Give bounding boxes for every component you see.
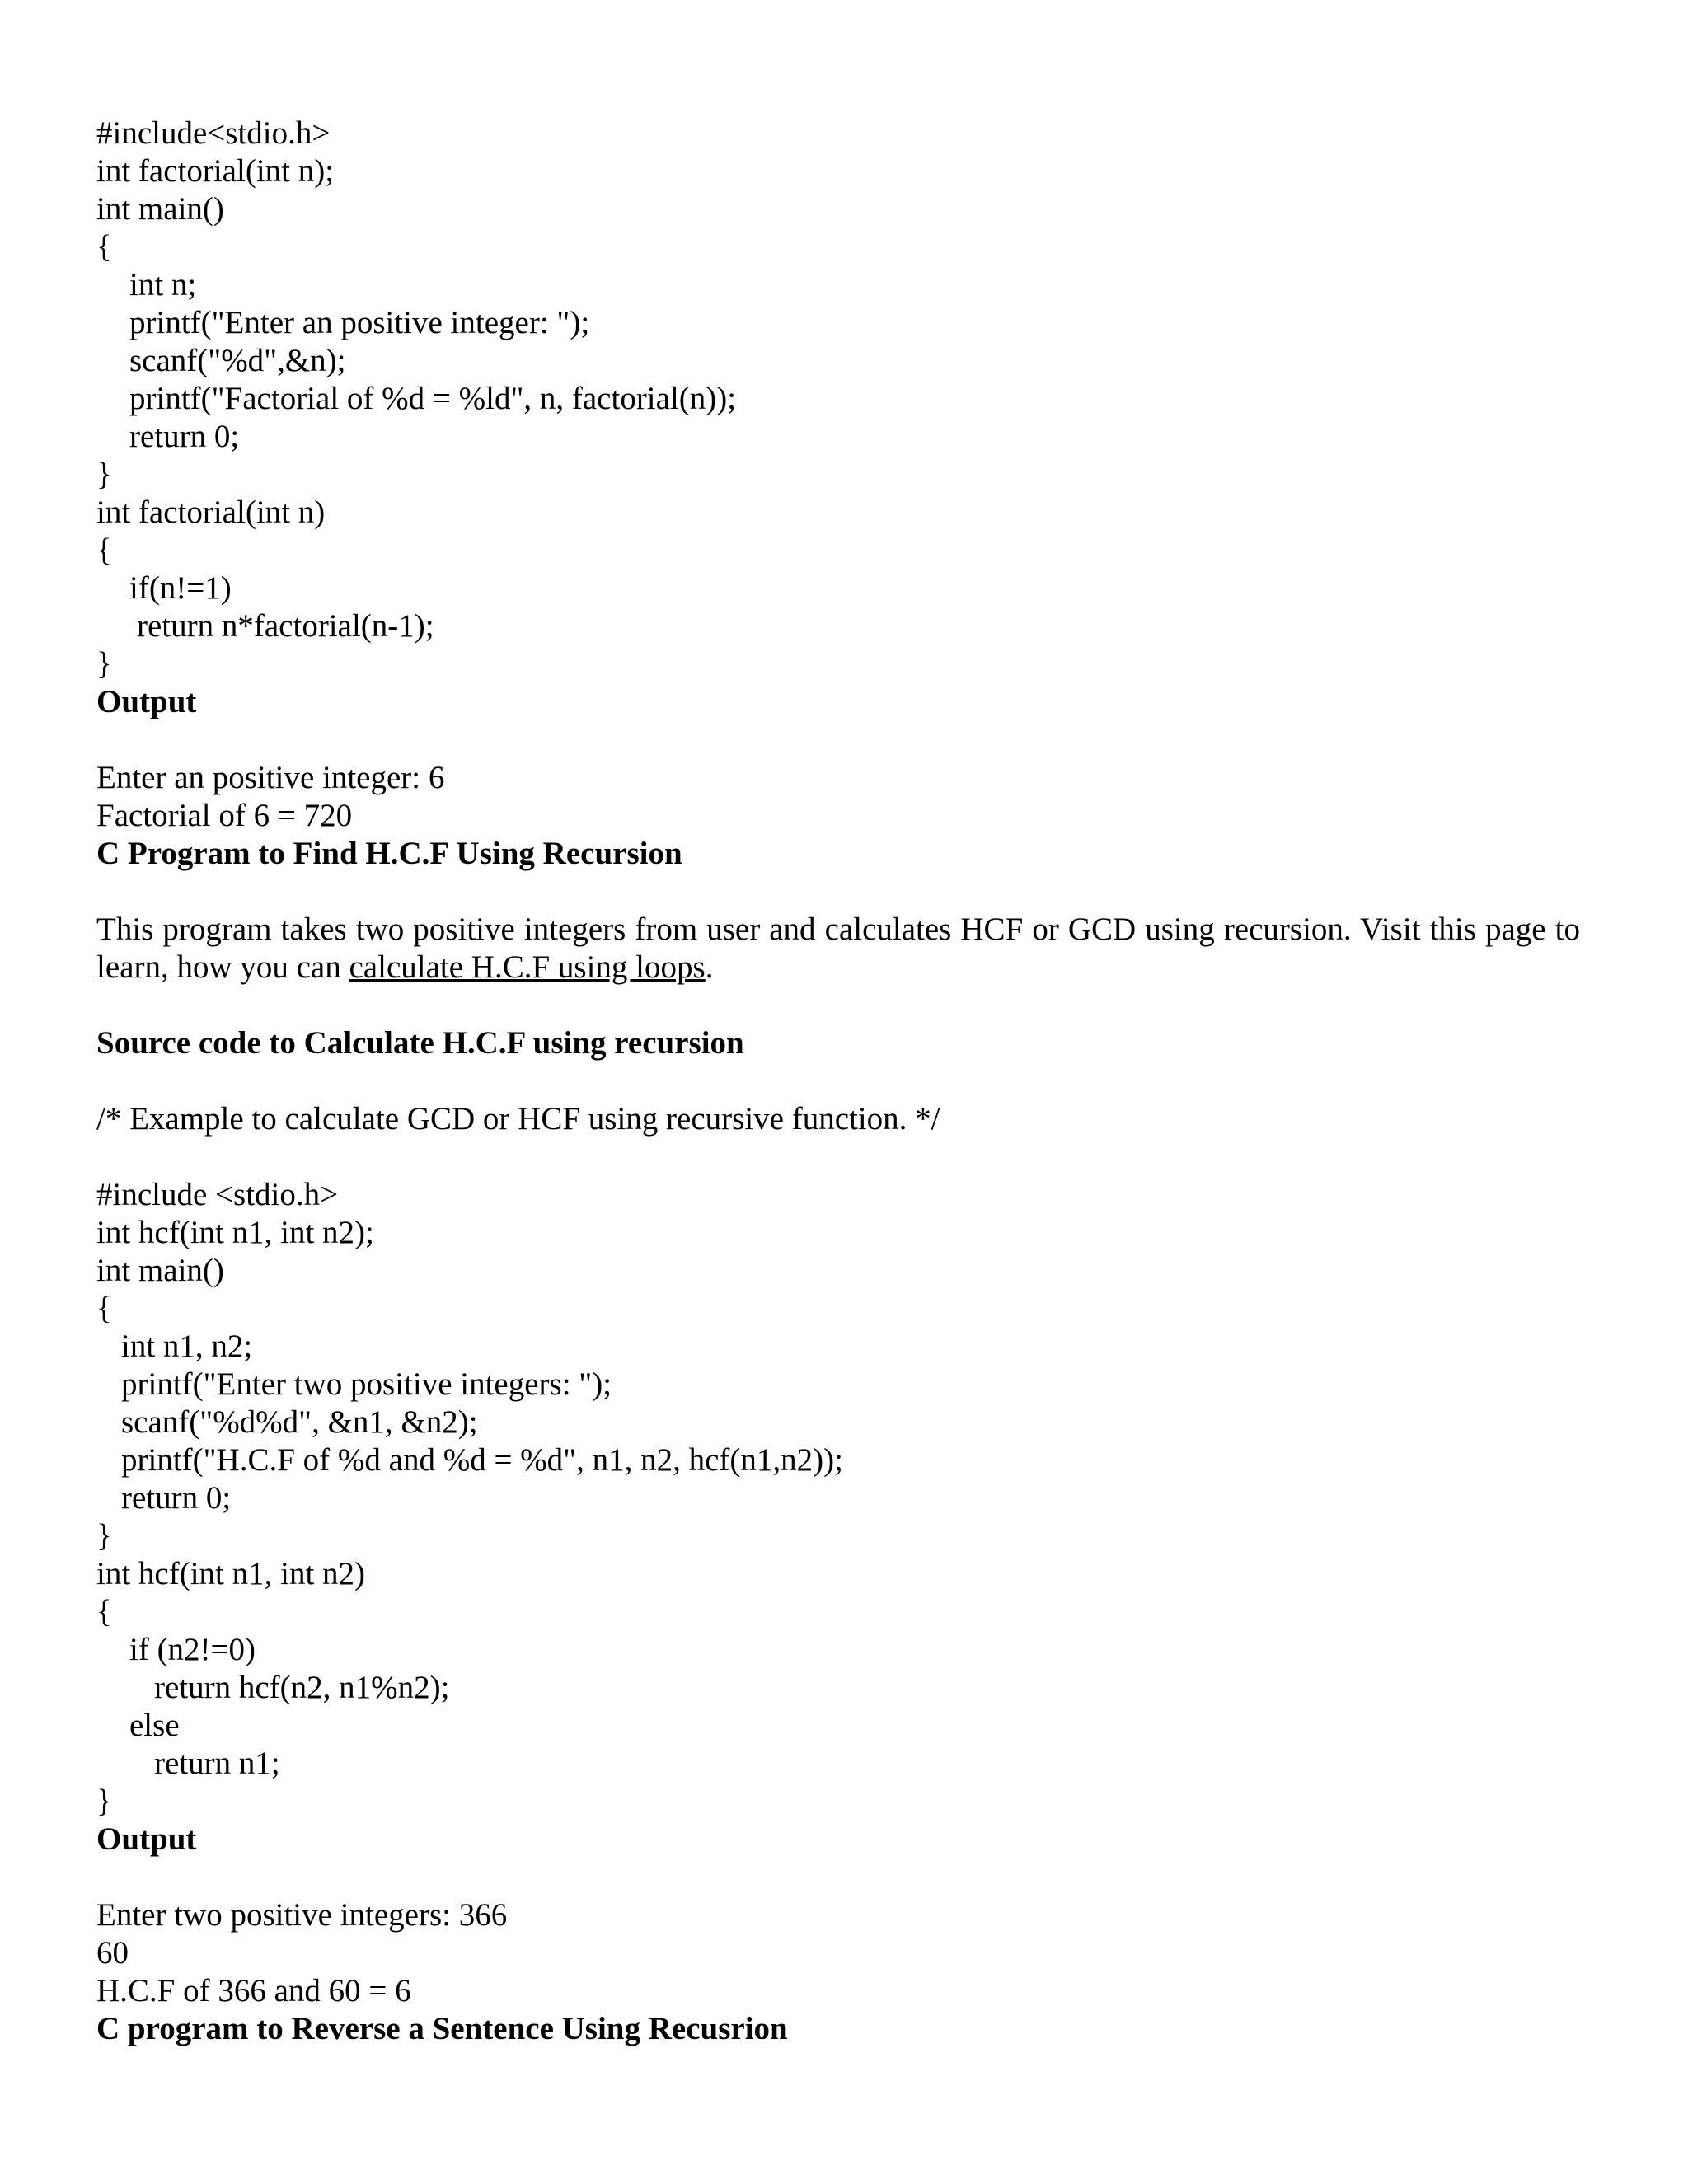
code-line: printf("H.C.F of %d and %d = %d", n1, n2, hcf(n1,n2)); <box>121 1442 843 1478</box>
code-line: return 0; <box>121 1480 232 1516</box>
code-line: return n*factorial(n-1); <box>137 608 434 644</box>
code-line: int n; <box>129 267 197 302</box>
code-line: int n1, n2; <box>121 1329 253 1364</box>
code-line: } <box>96 646 112 682</box>
blank-line <box>96 721 1580 759</box>
calculate-hcf-loops-link[interactable]: calculate H.C.F using loops <box>349 949 706 985</box>
code-line: } <box>96 457 112 492</box>
section-title: C program to Reverse a Sentence Using Recusrion <box>96 2011 788 2046</box>
code-line: if(n!=1) <box>129 570 232 606</box>
output-line: Enter an positive integer: 6 <box>96 760 445 795</box>
code-line: int hcf(int n1, int n2) <box>96 1556 366 1591</box>
code-line: int main() <box>96 191 224 227</box>
code-line: else <box>129 1708 180 1743</box>
code-line: printf("Enter an positive integer: "); <box>129 305 590 340</box>
output-line: Factorial of 6 = 720 <box>96 798 353 833</box>
output-line: 60 <box>96 1935 129 1971</box>
code-comment: /* Example to calculate GCD or HCF using recursive function. */ <box>96 1101 940 1137</box>
code-line: scanf("%d%d", &n1, &n2); <box>121 1404 478 1440</box>
blank-line <box>96 987 1580 1024</box>
blank-line <box>96 1138 1580 1176</box>
blank-line <box>96 873 1580 911</box>
output-heading: Output <box>96 1821 197 1857</box>
code-line: { <box>96 532 112 568</box>
intro-end: . <box>705 949 714 985</box>
output-line: Enter two positive integers: 366 <box>96 1897 508 1933</box>
intro-text: This program takes two positive integers from user and calculates HCF or GCD using recursion. Visit this page to learn, how you can <box>96 912 1580 985</box>
output-heading: Output <box>96 684 197 719</box>
code-line: int factorial(int n); <box>96 153 335 189</box>
source-code-heading: Source code to Calculate H.C.F using recursion <box>96 1025 744 1061</box>
intro-paragraph <box>96 911 1580 987</box>
code-line: return n1; <box>154 1746 280 1781</box>
code-line: { <box>96 1594 112 1629</box>
code-line: printf("Enter two positive integers: "); <box>121 1366 612 1402</box>
code-line: if (n2!=0) <box>129 1632 256 1667</box>
code-line: int hcf(int n1, int n2); <box>96 1215 374 1250</box>
code-line: printf("Factorial of %d = %ld", n, factorial(n)); <box>129 381 737 416</box>
code-line: int main() <box>96 1253 224 1288</box>
code-line: { <box>96 1291 112 1326</box>
code-line: } <box>96 1783 112 1819</box>
code-line: return hcf(n2, n1%n2); <box>154 1670 450 1705</box>
hcf-code-block <box>96 1176 1580 1821</box>
blank-line <box>96 1062 1580 1100</box>
blank-line <box>96 1858 1580 1896</box>
output-line: H.C.F of 366 and 60 = 6 <box>96 1973 411 2008</box>
code-line: int factorial(int n) <box>96 494 326 530</box>
code-line: return 0; <box>129 419 240 454</box>
code-line: #include<stdio.h> <box>96 115 331 151</box>
section-title: C Program to Find H.C.F Using Recursion <box>96 836 682 871</box>
code-line: { <box>96 229 112 265</box>
page-content <box>96 115 1580 2048</box>
code-line: #include <stdio.h> <box>96 1177 339 1212</box>
code-line: } <box>96 1518 112 1554</box>
factorial-code-block <box>96 115 1580 683</box>
code-line: scanf("%d",&n); <box>129 343 346 378</box>
